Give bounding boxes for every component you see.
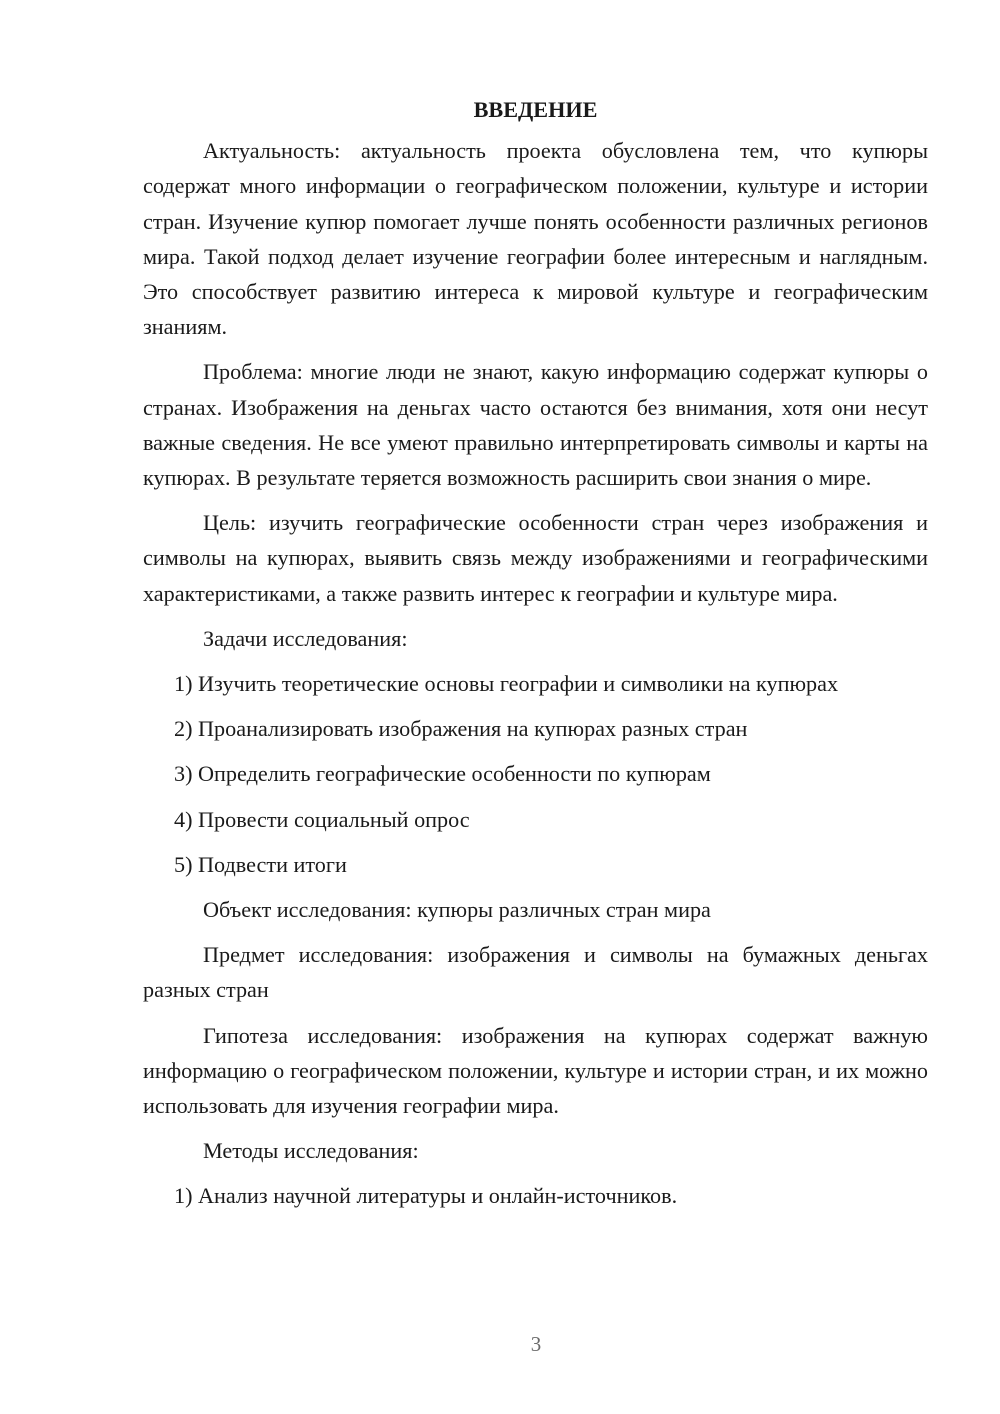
methods-list xyxy=(143,1178,928,1213)
object-paragraph: Объект исследования: купюры различных стран мира xyxy=(203,897,711,923)
hypothesis-paragraph: Гипотеза исследования: изображения на купюрах содержат важную информацию о географическом положении, культуре и истории стран, и их можно использовать для изучения географии мира. xyxy=(143,1022,928,1119)
tasks-list xyxy=(143,666,928,882)
page-title: ВВЕДЕНИЕ xyxy=(473,97,598,122)
task-item: 1) Изучить теоретические основы географии и символики на купюрах xyxy=(174,671,839,697)
problem-paragraph: Проблема: многие люди не знают, какую информацию содержат купюры о странах. Изображения на деньгах часто остаются без внимания, хотя они несут важные сведения. Не все умеют правильно интерпретировать символы и карты на купюрах. В результате теряется возможность расширить свои знания о мире. xyxy=(143,359,928,491)
task-item: 5) Подвести итоги xyxy=(174,851,347,877)
tasks-heading: Задачи исследования: xyxy=(203,625,408,651)
task-item: 3) Определить географические особенности по купюрам xyxy=(174,761,711,787)
method-item: 1) Анализ научной литературы и онлайн-источников. xyxy=(174,1183,678,1209)
task-item: 2) Проанализировать изображения на купюрах разных стран xyxy=(174,716,748,742)
methods-heading: Методы исследования: xyxy=(203,1138,419,1164)
task-item: 4) Провести социальный опрос xyxy=(174,806,470,832)
goal-paragraph: Цель: изучить географические особенности стран через изображения и символы на купюрах, выявить связь между изображениями и географическими характеристиками, а также развить интерес к географии и культуре мира. xyxy=(143,510,928,606)
document-page xyxy=(143,92,928,1224)
subject-paragraph: Предмет исследования: изображения и символы на бумажных деньгах разных стран xyxy=(143,942,928,1003)
relevance-paragraph: Актуальность: актуальность проекта обусловлена тем, что купюры содержат много информации о географическом положении, культуре и истории стран. Изучение купюр помогает лучше понять особенности различных регионов мира. Такой подход делает изучение географии более интересным и наглядным. Это способствует развитию интереса к мировой культуре и географическим знаниям. xyxy=(143,138,928,340)
page-number: 3 xyxy=(530,1332,542,1356)
